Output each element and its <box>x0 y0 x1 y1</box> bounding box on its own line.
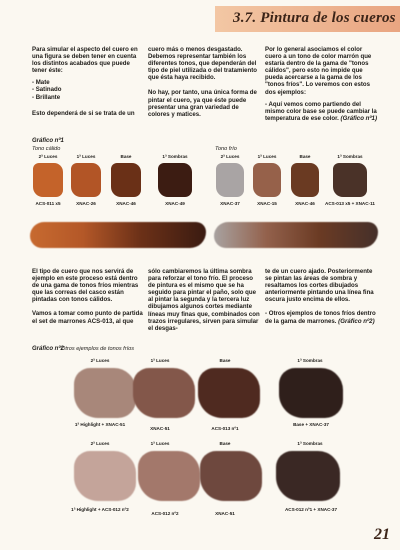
swatch-label: 2ª Luces <box>38 154 58 159</box>
swatch-label: 1ª Luces <box>257 154 277 159</box>
swatch-label: 1ª Luces <box>150 358 170 363</box>
swatch-code: XNAC-51 <box>150 426 170 431</box>
swatch-code: ACS-012 nº1 + XNAC-37 <box>284 507 338 512</box>
grafico1-title: Gráfico nº1 <box>32 138 64 144</box>
swatch-code: XNAC-26 <box>76 201 96 206</box>
swatch-label: 1ª Sombras <box>297 441 323 446</box>
swatch-label: 2ª Luces <box>90 358 110 363</box>
intro-paragraph <box>265 101 379 122</box>
intro-paragraph: cuero más o menos desgastado. Debemos representar también los diferentes tonos, que dependerán del tipo de piel utilizada o del tratamiento que ésta haya recibido. <box>148 46 258 82</box>
paint-swatch <box>133 368 195 418</box>
swatch-code: Base + XNAC-37 <box>293 422 329 427</box>
swatch-code: ACS-011 x5 <box>35 201 61 206</box>
intro-paragraph: Para simular el aspecto del cuero en una figura se deben tener en cuenta los distintos acabados que puede tener éste: <box>32 46 138 75</box>
paint-swatch <box>33 163 63 197</box>
swatch-code: XNAC-46 <box>116 201 136 206</box>
swatch-label: 2ª Luces <box>90 441 110 446</box>
swatch-code: ACS-013 nº1 <box>211 426 239 431</box>
page-number: 21 <box>374 526 390 543</box>
swatch-code: XNAC-46 <box>295 201 315 206</box>
body-paragraph: Vamos a tomar como punto de partida el set de marrones ACS-013, al que <box>32 310 143 325</box>
body-paragraph <box>265 310 379 324</box>
paint-swatch <box>158 163 192 197</box>
swatch-label: 1ª Sombras <box>337 154 363 159</box>
swatch-label: Base <box>299 154 311 159</box>
cool-tone-subtitle: Tono frío <box>215 146 237 152</box>
grafico-reference: (Gráfico nº1) <box>340 114 377 122</box>
body-text: - Otros ejemplos de tonos fríos dentro de la gama de marrones. <box>265 310 376 325</box>
swatch-code: XNAC-49 <box>165 201 185 206</box>
intro-column-1 <box>32 46 144 122</box>
intro-paragraph: No hay, por tanto, una única forma de pintar el cuero, ya que éste puede presentar una gran variedad de colores y matices. <box>148 89 257 118</box>
body-column-3 <box>265 268 379 330</box>
swatch-code: XNAC-37 <box>220 201 240 206</box>
body-column-2 <box>148 268 260 337</box>
intro-text: - Aquí vemos como partiendo del mismo color base se puede cambiar la temperatura de ese color. <box>265 100 377 122</box>
paint-swatch <box>138 451 200 501</box>
paint-swatch <box>333 163 367 197</box>
swatch-label: 1ª Sombras <box>162 154 188 159</box>
paint-swatch <box>279 368 343 418</box>
paint-swatch <box>276 451 340 501</box>
swatch-label: Base <box>219 358 231 363</box>
warm-gradient-stroke <box>30 222 206 248</box>
swatch-code: ACS-012 nº2 <box>151 511 179 516</box>
paint-swatch <box>198 368 260 418</box>
swatch-code: 1ª Highlight + ACS-012 nº2 <box>71 507 129 512</box>
swatch-label: Base <box>219 441 231 446</box>
paint-swatch <box>200 451 262 501</box>
body-paragraph: sólo cambiaremos la última sombra para reforzar el tono frío. El proceso de pintura es el mismo que se ha seguido para pintar el paño, solo que al pintar la segunda y la tercera luz dibujamos algunos cortes mediante líneas muy finas que, combinados con trazos irregulares, sirven para simular el desgas- <box>148 268 260 332</box>
swatch-code: XNAC-51 <box>215 511 235 516</box>
paint-swatch <box>253 163 281 197</box>
grafico2-title: Gráfico nº2 <box>32 346 64 352</box>
swatch-code: ACS-013 x5 + XNAC-11 <box>325 201 375 206</box>
intro-paragraph: Por lo general asociamos el color cuero a un tono de color marrón que estaría dentro de la gama de "tonos cálidos", pero esto no impide que pueda acercarse a la gama de los "tonos fríos". Lo veremos con estos dos ejemplos: <box>265 46 372 96</box>
swatch-label: 1ª Luces <box>76 154 96 159</box>
swatch-code: 1ª Highlight + XNAC-51 <box>74 422 126 427</box>
paint-swatch <box>291 163 319 197</box>
intro-paragraph: Esto dependerá de si se trata de un <box>32 109 135 117</box>
grafico-reference: (Gráfico nº2) <box>338 317 375 325</box>
section-header <box>215 6 400 32</box>
paint-swatch <box>216 163 244 197</box>
paint-swatch <box>74 368 136 418</box>
cool-gradient-stroke <box>214 222 378 248</box>
warm-tone-subtitle: Tono cálido <box>32 146 61 152</box>
finish-item: - Satinado <box>32 86 62 94</box>
body-paragraph: te de un cuero ajado. Posteriormente se pintan las áreas de sombra y resaltamos los cortes dibujados anteriormente pintando una línea fina oscura justo encima de ellos. <box>265 268 374 304</box>
paint-swatch <box>71 163 101 197</box>
body-paragraph: El tipo de cuero que nos servirá de ejemplo en este proceso está dentro de una gama de tonos fríos mientras que las correas del casco están pintadas con tonos cálidos. <box>32 268 139 304</box>
section-title: 3.7. Pintura de los cueros <box>233 10 396 26</box>
intro-column-2 <box>148 46 260 123</box>
body-column-1 <box>32 268 144 330</box>
swatch-label: 2ª Luces <box>220 154 240 159</box>
paint-swatch <box>111 163 141 197</box>
grafico2-subtitle: Otros ejemplos de tonos fríos <box>61 346 135 352</box>
finish-item: - Brillante <box>32 93 61 101</box>
swatch-label: Base <box>120 154 132 159</box>
swatch-label: 1ª Sombras <box>297 358 323 363</box>
swatch-label: 1ª Luces <box>150 441 170 446</box>
intro-column-3 <box>265 46 379 127</box>
swatch-code: XNAC-15 <box>257 201 277 206</box>
finish-item: - Mate <box>32 79 50 87</box>
paint-swatch <box>74 451 136 501</box>
